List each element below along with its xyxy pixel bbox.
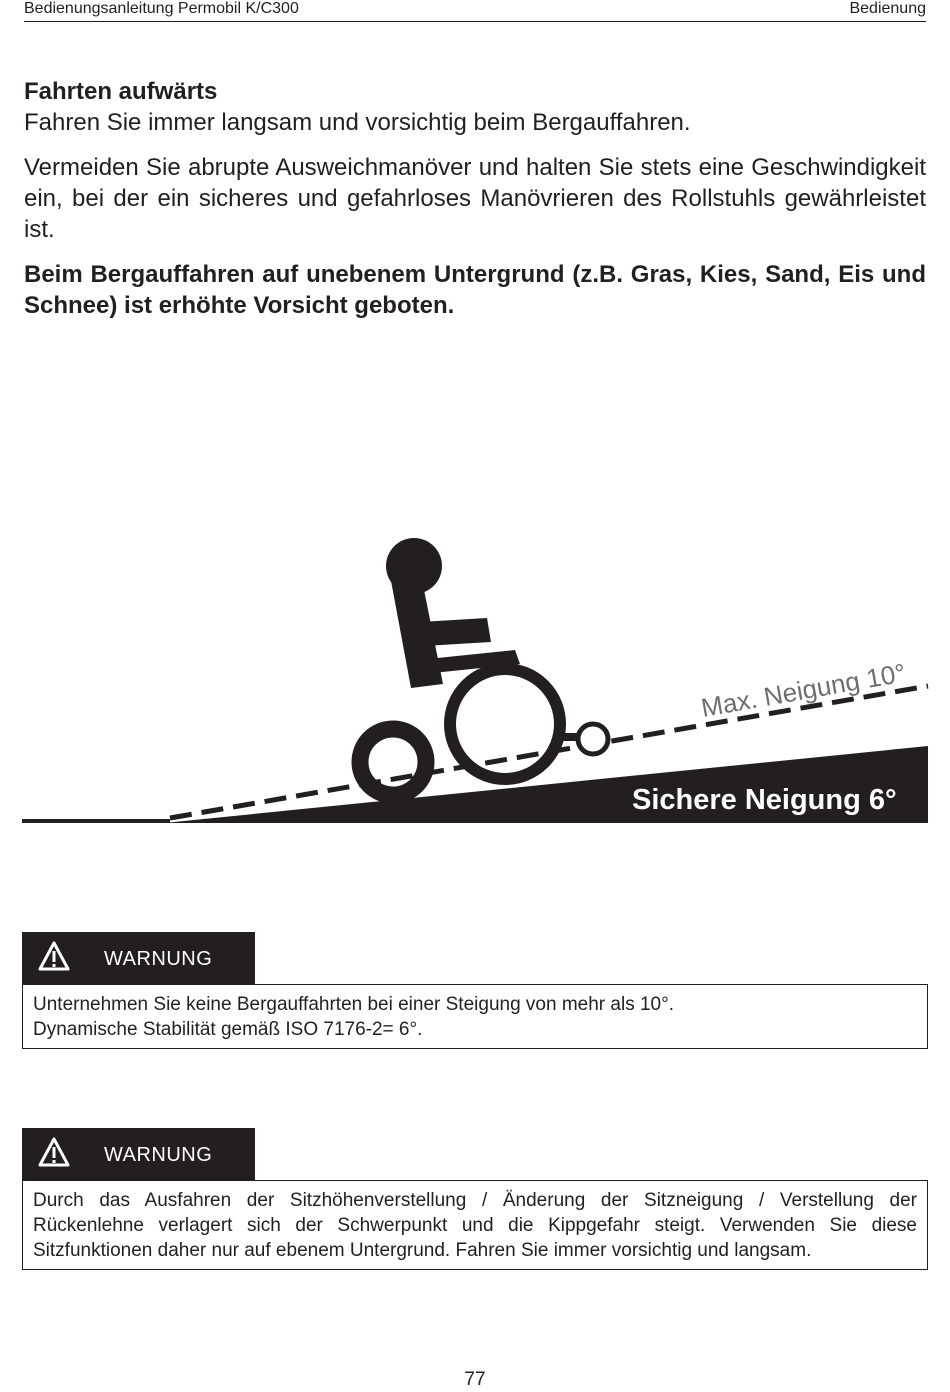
warning-text-line-2: Dynamische Stabilität gemäß ISO 7176-2= 6°. <box>33 1019 423 1040</box>
warning-label: WARNUNG <box>104 948 213 970</box>
warning-box-1 <box>22 932 928 1049</box>
warning-triangle-icon <box>38 1137 70 1167</box>
warning-tag <box>22 1128 255 1180</box>
warning-triangle-icon <box>38 941 70 971</box>
manual-title: Bedienungsanleitung Permobil K/C300 <box>24 0 299 17</box>
page-header <box>24 0 926 22</box>
warning-text: Durch das Ausfahren der Sitzhöhenverstellung / Änderung der Sitzneigung / Verstellung der Rückenlehne verlagert sich der Schwerpunkt und die Kippgefahr steigt. Verwenden Sie diese Sitzfunktionen daher nur auf ebenem Untergrund. Fahren Sie immer vorsichtig und langsam. <box>33 1190 917 1261</box>
warning-label: WARNUNG <box>104 1144 213 1166</box>
wheelchair-icon <box>360 538 608 795</box>
slope-illustration <box>0 520 950 840</box>
page-number: 77 <box>464 1369 486 1390</box>
section-uphill <box>24 76 926 321</box>
warning-tag <box>22 932 255 984</box>
warning-box-2 <box>22 1128 928 1270</box>
warning-text-line-1: Unternehmen Sie keine Bergauffahrten bei einer Steigung von mehr als 10°. <box>33 994 674 1015</box>
section-title: Fahrten aufwärts <box>24 78 218 105</box>
paragraph-1: Fahren Sie immer langsam und vorsichtig beim Bergauffahren. <box>24 109 691 136</box>
max-slope-label: Max. Neigung 10° <box>698 657 908 723</box>
warning-text-box <box>22 1180 928 1270</box>
warning-text-box <box>22 984 928 1049</box>
chapter-title: Bedienung <box>849 0 926 17</box>
paragraph-3: Beim Bergauffahren auf unebenem Untergrund (z.B. Gras, Kies, Sand, Eis und Schnee) ist erhöhte Vorsicht geboten. <box>24 261 926 319</box>
paragraph-2: Vermeiden Sie abrupte Ausweichmanöver und halten Sie stets eine Geschwindigkeit ein, bei der ein sicheres und gefahrloses Manövrieren des Rollstuhls gewährleistet ist. <box>24 154 926 243</box>
safe-slope-label: Sichere Neigung 6° <box>632 784 897 816</box>
